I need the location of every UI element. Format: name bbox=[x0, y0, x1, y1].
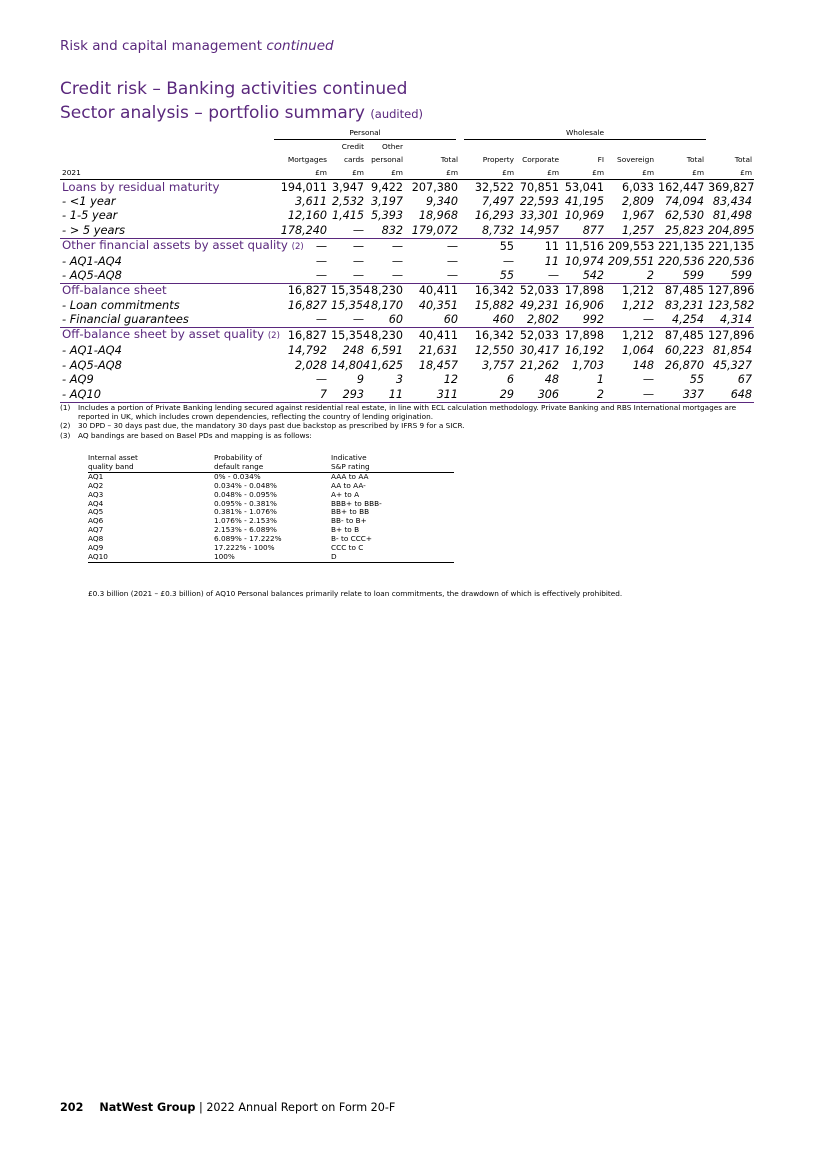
table-cell: — bbox=[446, 254, 459, 268]
table-cell: 17,898 bbox=[561, 283, 606, 298]
table-cell: 7,497 bbox=[482, 194, 515, 208]
row-note: (2) bbox=[291, 241, 304, 252]
column-unit: £m bbox=[274, 166, 329, 180]
table-cell: 648 bbox=[706, 387, 754, 402]
row-label: - AQ5-AQ8 bbox=[62, 357, 122, 372]
table-cell: 55 bbox=[499, 269, 515, 283]
table-row bbox=[60, 343, 754, 358]
aq-cell: 0.095% - 0.381% bbox=[214, 498, 277, 508]
row-note: (2) bbox=[267, 331, 280, 342]
table-group-row bbox=[60, 283, 754, 298]
table-cell: — bbox=[391, 269, 403, 283]
aq-cell: AQ1 bbox=[88, 471, 104, 481]
table-cell: 221,135 bbox=[708, 239, 755, 253]
table-group-row bbox=[60, 180, 754, 195]
row-label: - AQ9 bbox=[62, 372, 94, 387]
table-cell: 1,212 bbox=[622, 298, 655, 312]
table-cell: — bbox=[329, 238, 366, 254]
table-cell: 207,380 bbox=[411, 180, 459, 194]
table-cell: 4,254 bbox=[672, 313, 705, 327]
table-cell: 12 bbox=[443, 373, 459, 387]
table-cell: 25,823 bbox=[664, 223, 705, 237]
table-cell: 67 bbox=[737, 373, 753, 387]
row-label: - AQ1-AQ4 bbox=[62, 253, 122, 268]
aq-cell: 0.034% - 0.048% bbox=[214, 480, 277, 490]
aq-cell: B- to CCC+ bbox=[331, 534, 373, 544]
table-cell: 3,197 bbox=[370, 194, 403, 208]
table-cell: 6,033 bbox=[622, 180, 655, 194]
table-cell: 9 bbox=[356, 373, 364, 387]
table-cell: 15,354 bbox=[331, 329, 371, 343]
aq-cell: 6.089% - 17.222% bbox=[214, 534, 282, 544]
table-cell: 8,732 bbox=[482, 223, 515, 237]
aq-header-cell: Indicative bbox=[331, 453, 367, 463]
column-header-line1 bbox=[561, 140, 606, 154]
table-cell: 8,170 bbox=[370, 298, 403, 312]
row-label: Off-balance sheet by asset quality (2) bbox=[62, 327, 280, 342]
table-cell: 832 bbox=[381, 223, 403, 237]
sector-table bbox=[60, 126, 754, 403]
table-cell: 18,968 bbox=[418, 209, 459, 223]
column-header: Property bbox=[482, 155, 515, 164]
table-cell: 14,804 bbox=[331, 358, 371, 372]
aq-row bbox=[88, 544, 454, 553]
table-cell: 32,522 bbox=[474, 180, 515, 194]
row-label: - Loan commitments bbox=[62, 297, 180, 312]
table-cell: 16,342 bbox=[460, 283, 516, 298]
table-cell: 1,212 bbox=[606, 283, 656, 298]
aq-cell: AQ4 bbox=[88, 498, 104, 508]
aq-cell: BB+ to BB bbox=[331, 507, 370, 517]
page-number: 202 bbox=[60, 1101, 84, 1114]
table-cell: — bbox=[315, 254, 327, 268]
table-row bbox=[60, 372, 754, 387]
aq-header-row bbox=[88, 454, 454, 463]
table-cell: 2,809 bbox=[622, 194, 655, 208]
table-cell: 209,551 bbox=[608, 254, 655, 268]
document-name: 2022 Annual Report on Form 20-F bbox=[206, 1101, 396, 1114]
table-cell: 14,792 bbox=[287, 343, 327, 357]
table-cell: 311 bbox=[405, 387, 460, 402]
table-cell: — bbox=[547, 269, 560, 283]
table-cell: — bbox=[642, 313, 655, 327]
column-header-line1: Other bbox=[382, 142, 403, 151]
table-group-row bbox=[60, 238, 754, 254]
aq-cell: AQ9 bbox=[88, 543, 104, 553]
table-cell: 1 bbox=[596, 373, 605, 387]
table-cell: 60 bbox=[443, 313, 459, 327]
section-title: Risk and capital management bbox=[60, 38, 263, 54]
table-cell: — bbox=[315, 373, 327, 387]
table-cell: 9,340 bbox=[426, 194, 459, 208]
row-label: Loans by residual maturity bbox=[62, 179, 220, 194]
column-header-line1: Credit bbox=[341, 142, 364, 151]
row-label: Other financial assets by asset quality (2) bbox=[62, 237, 304, 252]
table-cell: 2 bbox=[646, 269, 655, 283]
table-cell: — bbox=[405, 238, 460, 254]
table-cell: — bbox=[446, 269, 459, 283]
table-cell: — bbox=[642, 373, 655, 387]
table-cell: 6 bbox=[506, 373, 515, 387]
aq-cell: 0.381% - 1.076% bbox=[214, 507, 277, 517]
aq-row bbox=[88, 553, 454, 562]
aq-cell: CCC to C bbox=[331, 543, 364, 553]
table-cell: 52,033 bbox=[516, 283, 561, 298]
table-cell: 8,230 bbox=[366, 328, 405, 344]
table-cell: 3,757 bbox=[482, 358, 515, 372]
aq-cell: AA to AA- bbox=[331, 480, 366, 490]
table-cell: — bbox=[606, 387, 656, 402]
table-row bbox=[60, 254, 754, 269]
column-unit: £m bbox=[366, 166, 405, 180]
table-row bbox=[60, 209, 754, 224]
table-cell: 248 bbox=[342, 343, 364, 357]
table-cell: — bbox=[352, 223, 364, 237]
aq-header-cell: default range bbox=[214, 463, 331, 472]
table-cell: 29 bbox=[460, 387, 516, 402]
column-header: Total bbox=[686, 155, 705, 164]
row-label: - <1 year bbox=[62, 193, 116, 208]
notes bbox=[60, 403, 760, 440]
table-cell: 33,301 bbox=[519, 209, 560, 223]
table-cell: 16,827 bbox=[287, 298, 327, 312]
table-row bbox=[60, 194, 754, 209]
table-cell: 7 bbox=[274, 387, 329, 402]
column-header-line1 bbox=[405, 140, 460, 154]
table-cell: 1,415 bbox=[331, 209, 364, 223]
table-cell: 16,827 bbox=[274, 283, 329, 298]
note-item: (3) AQ bandings are based on Basel PDs and mapping is as follows: bbox=[60, 430, 312, 440]
column-header: Corporate bbox=[522, 155, 560, 164]
table-cell: 22,593 bbox=[519, 194, 560, 208]
year-label: 2021 bbox=[60, 166, 274, 180]
aq-header-cell: S&P rating bbox=[331, 463, 454, 472]
table-cell: 992 bbox=[582, 313, 605, 327]
table-cell: 17,898 bbox=[561, 328, 606, 344]
table-cell: 74,094 bbox=[664, 194, 705, 208]
aq-cell: AQ2 bbox=[88, 480, 104, 490]
table-cell: 60 bbox=[388, 313, 403, 327]
aq-cell: 2.153% - 6.089% bbox=[214, 525, 277, 535]
table-cell: 3,611 bbox=[294, 194, 327, 208]
table-cell: — bbox=[352, 313, 364, 327]
table-cell: 12,160 bbox=[287, 209, 327, 223]
aq-header-row bbox=[88, 463, 454, 472]
table-cell: 1,257 bbox=[622, 223, 655, 237]
aq-header-cell: quality band bbox=[88, 463, 214, 472]
table-cell: 337 bbox=[656, 387, 706, 402]
brand-name: NatWest Group bbox=[99, 1101, 196, 1114]
table-cell: 2,532 bbox=[331, 194, 364, 208]
table-cell: 204,895 bbox=[708, 223, 755, 237]
table-cell: 45,327 bbox=[712, 358, 753, 372]
aq-cell: D bbox=[331, 553, 454, 562]
table-cell: 60,223 bbox=[664, 343, 705, 357]
table-cell: 877 bbox=[582, 223, 605, 237]
section-continued: continued bbox=[266, 38, 334, 54]
table-cell: 1,625 bbox=[370, 358, 403, 372]
table-cell: 70,851 bbox=[519, 180, 560, 194]
table-cell: 48 bbox=[544, 373, 560, 387]
column-unit: £m bbox=[606, 166, 656, 180]
table-cell: 3 bbox=[395, 373, 403, 387]
table-cell: 5,393 bbox=[370, 209, 403, 223]
title-line-1: Credit risk – Banking activities continued bbox=[60, 79, 408, 99]
table-cell: 4,314 bbox=[720, 313, 753, 327]
table-cell: 220,536 bbox=[658, 254, 705, 268]
column-unit: £m bbox=[706, 166, 754, 180]
table-cell: 11 bbox=[544, 254, 560, 268]
table-cell: 10,969 bbox=[564, 209, 605, 223]
table-cell: — bbox=[366, 238, 405, 254]
table-cell: 83,434 bbox=[712, 194, 753, 208]
note-item: (1) Includes a portion of Private Banking lending secured against residential real estate, in line with ECL calculation methodology. Private Banking and RBS International mortgages are reported in UK, which includes crown dependencies, reflecting the country of lending origination. bbox=[60, 403, 737, 422]
table-cell: 123,582 bbox=[708, 298, 755, 312]
column-header-line1 bbox=[516, 140, 561, 154]
aq-cell: AQ3 bbox=[88, 489, 104, 499]
table-cell: 8,230 bbox=[366, 283, 405, 298]
note-item: (2) 30 DPD – 30 days past due, the mandatory 30 days past due backstop as prescribed by IFRS 9 for a SICR. bbox=[60, 421, 465, 431]
column-header: Mortgages bbox=[287, 155, 327, 164]
table-cell: 12,550 bbox=[474, 343, 515, 357]
table-cell: 21,631 bbox=[418, 343, 459, 357]
table-row bbox=[60, 387, 754, 402]
aq-header-cell: Probability of bbox=[214, 453, 262, 463]
aq-cell: AQ5 bbox=[88, 507, 104, 517]
table-cell: 81,498 bbox=[712, 209, 753, 223]
table-cell: 18,457 bbox=[418, 358, 459, 372]
column-unit: £m bbox=[561, 166, 606, 180]
table-row bbox=[60, 223, 754, 238]
table-cell: 127,896 bbox=[708, 329, 755, 343]
column-header-line1 bbox=[460, 140, 516, 154]
table-cell: 11 bbox=[366, 387, 405, 402]
table-cell: 209,553 bbox=[608, 239, 655, 253]
table-cell: — bbox=[315, 313, 327, 327]
row-label: - AQ10 bbox=[60, 387, 274, 402]
column-header-line1 bbox=[274, 140, 329, 154]
table-cell: 11,516 bbox=[561, 238, 606, 254]
table-cell: 55 bbox=[460, 238, 516, 254]
table-cell: 9,422 bbox=[370, 180, 403, 194]
table-cell: 15,354 bbox=[331, 298, 371, 312]
row-label: - Financial guarantees bbox=[62, 312, 189, 327]
table-cell: 21,262 bbox=[519, 358, 560, 372]
table-cell: 460 bbox=[492, 313, 515, 327]
row-label: - AQ1-AQ4 bbox=[62, 342, 122, 357]
aq-cell: AQ8 bbox=[88, 534, 104, 544]
table-cell: 1,212 bbox=[606, 328, 656, 344]
table-cell: — bbox=[352, 269, 364, 283]
column-header-line1 bbox=[606, 140, 656, 154]
table-cell: 2,802 bbox=[527, 313, 560, 327]
table-cell: 3,947 bbox=[331, 180, 364, 194]
table-cell: 62,530 bbox=[664, 209, 705, 223]
table-cell: 221,135 bbox=[658, 239, 705, 253]
table-cell: 52,033 bbox=[516, 328, 561, 344]
column-unit: £m bbox=[516, 166, 561, 180]
table-cell: 10,974 bbox=[564, 254, 605, 268]
table-cell: 178,240 bbox=[280, 223, 327, 237]
column-header: FI bbox=[597, 155, 605, 164]
table-cell: 148 bbox=[632, 358, 655, 372]
table-cell: 16,192 bbox=[564, 343, 605, 357]
table-cell: 16,827 bbox=[274, 328, 329, 344]
table-cell: — bbox=[502, 254, 515, 268]
table-cell: 1,967 bbox=[622, 209, 655, 223]
title-line-2: Sector analysis – portfolio summary (audited) bbox=[60, 103, 424, 123]
aq-cell: 17.222% - 100% bbox=[214, 543, 275, 553]
aq-cell: BB- to B+ bbox=[331, 516, 367, 526]
column-unit: £m bbox=[656, 166, 706, 180]
table-cell: 599 bbox=[730, 269, 753, 283]
table-cell: 87,485 bbox=[656, 283, 706, 298]
table-cell: 14,957 bbox=[519, 223, 560, 237]
aq-mapping-table bbox=[88, 454, 454, 563]
table-cell: 127,896 bbox=[708, 284, 755, 298]
aq-cell: 100% bbox=[214, 553, 331, 562]
column-header: Sovereign bbox=[617, 155, 655, 164]
table-group-row bbox=[60, 328, 754, 344]
table-cell: 542 bbox=[582, 269, 605, 283]
aq-cell: A+ to A bbox=[331, 489, 360, 499]
aq-cell: B+ to B bbox=[331, 525, 360, 535]
table-cell: 1,703 bbox=[572, 358, 605, 372]
column-header-line1 bbox=[706, 140, 754, 154]
table-cell: — bbox=[352, 254, 364, 268]
table-cell: 40,411 bbox=[405, 283, 460, 298]
aq-cell: AQ10 bbox=[88, 553, 214, 562]
table-cell: 40,351 bbox=[418, 298, 459, 312]
table-cell: 49,231 bbox=[519, 298, 560, 312]
column-unit: £m bbox=[460, 166, 516, 180]
table-cell: 220,536 bbox=[708, 254, 755, 268]
row-label: Off-balance sheet bbox=[60, 283, 274, 298]
table-cell: 16,293 bbox=[474, 209, 515, 223]
table-row bbox=[60, 268, 754, 283]
table-cell: 179,072 bbox=[411, 223, 459, 237]
table-cell: 293 bbox=[329, 387, 366, 402]
column-unit: £m bbox=[329, 166, 366, 180]
aq-cell: AQ6 bbox=[88, 516, 104, 526]
column-header-line1 bbox=[656, 140, 706, 154]
column-header: Total bbox=[440, 155, 459, 164]
table-cell: 16,906 bbox=[564, 298, 605, 312]
table-row bbox=[60, 313, 754, 328]
group-personal: Personal bbox=[274, 126, 460, 140]
aq-cell: AQ7 bbox=[88, 525, 104, 535]
row-label: - > 5 years bbox=[62, 222, 126, 237]
table-cell: 369,827 bbox=[708, 180, 755, 194]
aq-cell: 0% - 0.034% bbox=[214, 471, 261, 481]
table-cell: 15,354 bbox=[331, 284, 371, 298]
table-row bbox=[60, 358, 754, 373]
table-cell: 2 bbox=[561, 387, 606, 402]
table-cell: 2,028 bbox=[294, 358, 327, 372]
table-cell: 83,231 bbox=[664, 298, 705, 312]
table-cell: 26,870 bbox=[664, 358, 705, 372]
column-header: Total bbox=[734, 155, 753, 164]
table-cell: 87,485 bbox=[656, 328, 706, 344]
row-label: - AQ5-AQ8 bbox=[62, 268, 122, 283]
table-cell: 599 bbox=[682, 269, 705, 283]
table-cell: 16,342 bbox=[460, 328, 516, 344]
column-unit: £m bbox=[405, 166, 460, 180]
page-footer: 202 NatWest Group | 2022 Annual Report on Form 20-F bbox=[60, 1101, 396, 1114]
group-wholesale: Wholesale bbox=[460, 126, 706, 140]
aq10-footnote: £0.3 billion (2021 – £0.3 billion) of AQ10 Personal balances primarily relate to loan commitments, the drawdown of which is effectively prohibited. bbox=[88, 589, 623, 598]
table-cell: 11 bbox=[516, 238, 561, 254]
table-cell: 306 bbox=[516, 387, 561, 402]
table-cell: 15,882 bbox=[474, 298, 515, 312]
table-cell: — bbox=[315, 269, 327, 283]
table-cell: — bbox=[391, 254, 403, 268]
table-cell: 6,591 bbox=[370, 343, 403, 357]
column-header: cards bbox=[343, 155, 364, 164]
table-cell: 55 bbox=[689, 373, 705, 387]
table-cell: 30,417 bbox=[519, 343, 560, 357]
audited-note: (audited) bbox=[370, 107, 424, 121]
table-cell: 194,011 bbox=[280, 180, 327, 194]
aq-cell: BBB+ to BBB- bbox=[331, 498, 382, 508]
row-label: - 1-5 year bbox=[62, 208, 118, 223]
page-header bbox=[60, 38, 334, 54]
table-cell: 41,195 bbox=[564, 194, 605, 208]
table-cell: 1,064 bbox=[622, 343, 655, 357]
table-cell: 53,041 bbox=[564, 180, 605, 194]
table-cell: 40,411 bbox=[405, 328, 460, 344]
aq-cell: AAA to AA bbox=[331, 471, 369, 481]
table-cell: — bbox=[274, 238, 329, 254]
table-cell: 162,447 bbox=[658, 180, 705, 194]
column-header: personal bbox=[371, 155, 403, 164]
aq-cell: 0.048% - 0.095% bbox=[214, 489, 277, 499]
table-cell: 81,854 bbox=[712, 343, 753, 357]
aq-cell: 1.076% - 2.153% bbox=[214, 516, 277, 526]
table-row bbox=[60, 298, 754, 313]
aq-header-cell: Internal asset bbox=[88, 453, 138, 463]
